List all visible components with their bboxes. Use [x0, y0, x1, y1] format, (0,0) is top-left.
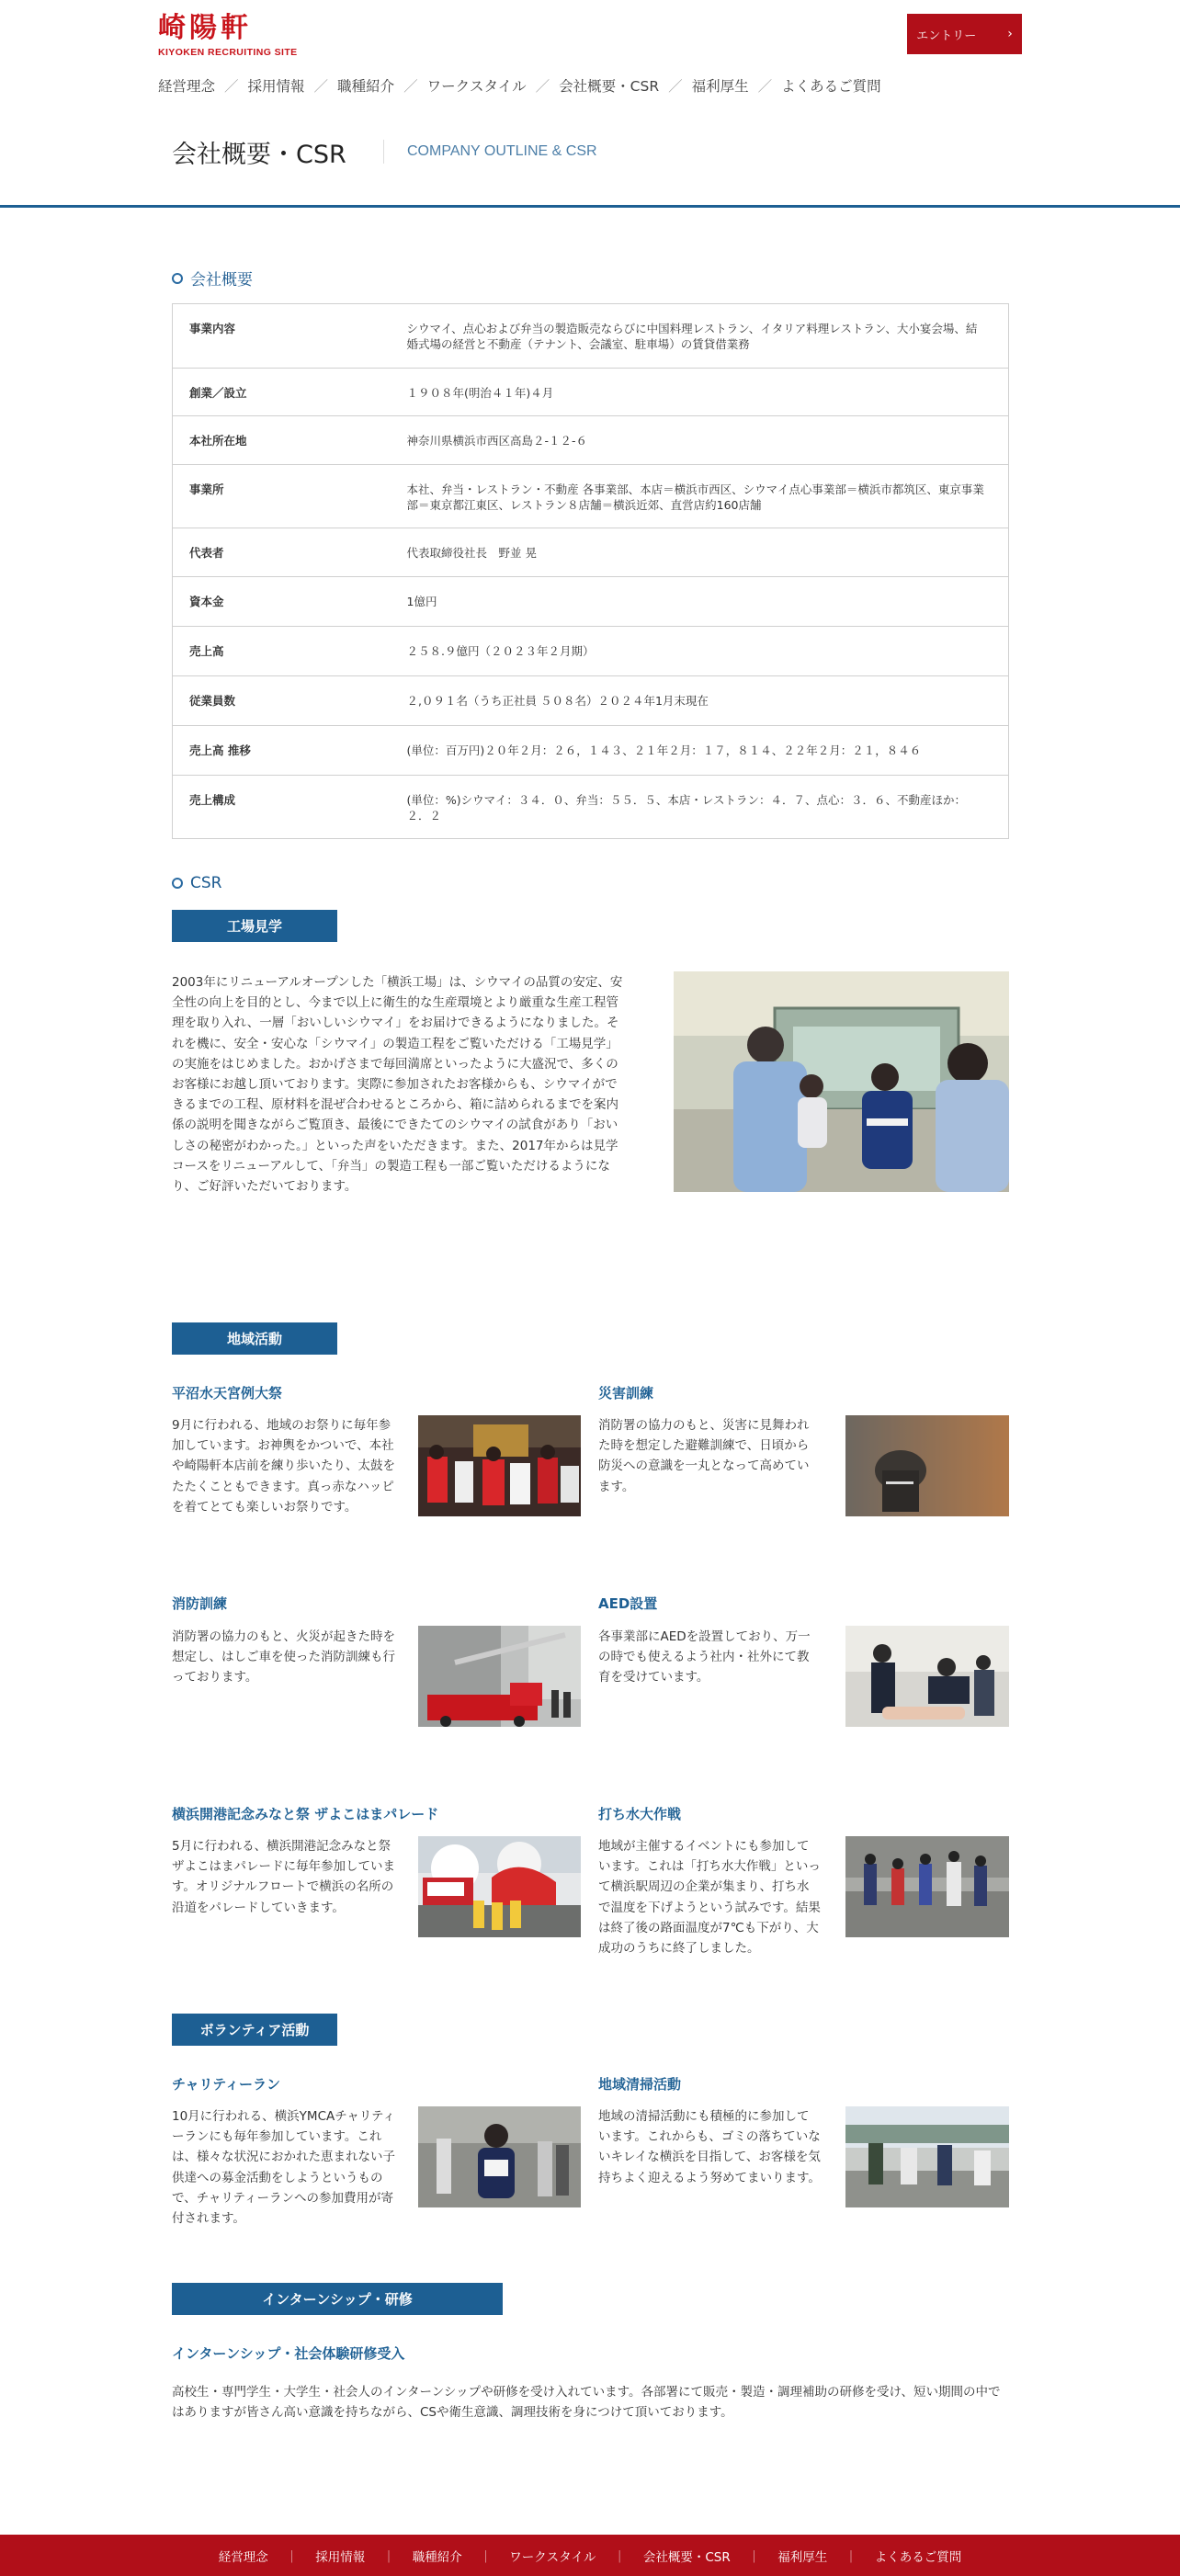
activity-title: 打ち水大作戦 — [598, 1806, 682, 1822]
section-heading-csr — [172, 874, 221, 892]
cleanup-photo — [845, 2106, 1009, 2207]
footer-link-jobs[interactable]: 職種紹介 — [412, 2549, 462, 2565]
footer-link-recruit[interactable]: 採用情報 — [315, 2549, 366, 2565]
circle-bullet-icon — [172, 878, 183, 889]
row-value: ２５８.９億円（２０２３年２月期） — [407, 627, 1009, 676]
badge-internship: インターンシップ・研修 — [172, 2283, 503, 2315]
activity-title: チャリティーラン — [172, 2076, 281, 2093]
row-value: 代表取締役社長 野並 晃 — [407, 528, 1009, 577]
footer-separator: ｜ — [479, 2549, 493, 2565]
chevron-right-icon: › — [1007, 27, 1013, 41]
row-label: 売上高 推移 — [173, 726, 407, 776]
nav-separator: ／ — [224, 78, 239, 95]
row-label: 売上高 — [173, 627, 407, 676]
table-row — [173, 369, 1009, 416]
festival-photo — [418, 1415, 581, 1516]
footer-link-faq[interactable]: よくあるご質問 — [874, 2549, 962, 2565]
badge-community-activities: 地域活動 — [172, 1322, 337, 1355]
entry-label: エントリー — [916, 28, 977, 43]
section-heading-company — [172, 267, 253, 289]
logo-kanji: 崎陽軒 — [158, 12, 252, 44]
factory-tour-photo — [674, 971, 1009, 1192]
disaster-drill-photo — [845, 1415, 1009, 1516]
activity-title: AED設置 — [598, 1595, 658, 1612]
footer-separator: ｜ — [747, 2549, 761, 2565]
footer-separator: ｜ — [285, 2549, 299, 2565]
row-value: シウマイ、点心および弁当の製造販売ならびに中国料理レストラン、イタリア料理レストラン、大小宴会場、結婚式場の経営と不動産（テナント、会議室、駐車場）の賃貸借業務 — [407, 304, 1009, 369]
table-row — [173, 726, 1009, 776]
nav-separator: ／ — [757, 78, 773, 95]
internship-text: 高校生・専門学生・大学生・社会人のインターンシップや研修を受け入れています。各部署にて販売・製造・調理補助の研修を受け、短い期間の中ではありますが皆さん高い意識を持ちながら、CSや衛生意識、調理技術を身につけて頂いております。 — [172, 2385, 1001, 2421]
row-value: (単位：%)シウマイ：３４．０、弁当：５５．５、本店・レストラン：４．７、点心：３．６、不動産ほか：２．２ — [407, 776, 1009, 839]
section-heading-text: CSR — [190, 874, 222, 892]
global-nav — [158, 75, 881, 96]
activity-text: 9月に行われる、地域のお祭りに毎年参加しています。お神輿をかついで、本社や崎陽軒本店前を練り歩いたり、太鼓をたたくこともできます。真っ赤なハッピを着てとても楽しいお祭りです。 — [172, 1418, 395, 1515]
charity-run-photo — [418, 2106, 581, 2207]
footer-nav — [0, 2535, 1180, 2576]
row-label: 事業内容 — [173, 304, 407, 369]
activity-text: 5月に行われる、横浜開港記念みなと祭ザよこはまパレードに毎年参加しています。オリジナルフロートで横浜の名所の沿道をパレードしていきます。 — [172, 1839, 395, 1915]
internship-title: インターンシップ・社会体験研修受入 — [172, 2345, 405, 2362]
site-logo[interactable] — [158, 13, 298, 58]
header-rule — [0, 205, 1180, 208]
footer-separator: ｜ — [382, 2549, 395, 2565]
activity-text: 消防署の協力のもと、火災が起きた時を想定し、はしご車を使った消防訓練も行っております。 — [172, 1629, 395, 1685]
row-value: １９０８年(明治４１年)４月 — [407, 369, 1009, 416]
nav-separator: ／ — [403, 78, 418, 95]
row-value: ２,０９１名（うち正社員 ５０８名）２０２４年1月末現在 — [407, 676, 1009, 726]
activity-text: 地域の清掃活動にも積極的に参加しています。これからも、ゴミの落ちていないキレイな横浜を目指して、お客様を気持ちよく迎えるよう努めてまいります。 — [598, 2109, 821, 2185]
activity-title: 消防訓練 — [172, 1595, 228, 1612]
nav-item-welfare[interactable]: 福利厚生 — [691, 78, 749, 95]
nav-item-faq[interactable]: よくあるご質問 — [781, 78, 881, 95]
table-row — [173, 416, 1009, 465]
row-label: 創業／設立 — [173, 369, 407, 416]
row-label: 代表者 — [173, 528, 407, 577]
nav-separator: ／ — [535, 78, 550, 95]
nav-separator: ／ — [668, 78, 683, 95]
water-sprinkling-photo — [845, 1836, 1009, 1937]
nav-item-recruit[interactable]: 採用情報 — [247, 78, 305, 95]
footer-separator: ｜ — [613, 2549, 626, 2565]
page-title: 会社概要・CSR — [172, 141, 346, 169]
row-value: 本社、弁当・レストラン・不動産 各事業部、本店＝横浜市西区、シウマイ点心事業部＝横浜市都筑区、東京事業部＝東京都江東区、レストラン８店舗＝横浜近郊、直営店約160店舗 — [407, 465, 1009, 528]
table-row — [173, 776, 1009, 839]
table-row — [173, 528, 1009, 577]
footer-link-company-csr[interactable]: 会社概要・CSR — [642, 2549, 731, 2565]
entry-button[interactable] — [907, 14, 1022, 54]
row-label: 資本金 — [173, 577, 407, 627]
page-subtitle: COMPANY OUTLINE & CSR — [407, 143, 597, 159]
nav-item-jobs[interactable]: 職種紹介 — [337, 78, 395, 95]
parade-photo — [418, 1836, 581, 1937]
table-row — [173, 304, 1009, 369]
fire-drill-photo — [418, 1626, 581, 1727]
footer-link-workstyle[interactable]: ワークスタイル — [509, 2549, 596, 2565]
factory-tour-text: 2003年にリニューアルオープンした「横浜工場」は、シウマイの品質の安定、安全性の向上を目的とし、今まで以上に衛生的な生産環境とより厳重な生産工程管理を取り入れ、一層「おいしいシウマイ」をお届けできるようになりました。それを機に、安全・安心な「シウマイ」の製造工程をご覧いただける「工場見学」の実施をはじめました。おかげさまで毎回満席といったように大盛況で、多くのお客様にお越し頂いております。実際に参加されたお客様からも、シウマイができるまでの工程、原材料を混ぜ合わせるところから、箱に詰められるまでを案内係の説明を聞きながらご覧頂き、最後にできたてのシウマイの試食があり「おいしさの秘密がわかった。」といった声をいただきます。また、2017年からは見学コースをリニューアルして、「弁当」の製造工程も一部ご覧いただけるようになり、ご好評いただいております。 — [172, 975, 623, 1195]
activity-title: 横浜開港記念みなと祭 ザよこはまパレード — [172, 1806, 439, 1822]
activity-title: 地域清掃活動 — [598, 2076, 682, 2093]
activity-text: 地域が主催するイベントにも参加しています。これは「打ち水大作戦」といって横浜駅周辺の企業が集まり、打ち水で温度を下げようという試みです。結果は終了後の路面温度が7℃も下がり、大成功のうちに終了しました。 — [598, 1839, 821, 1957]
row-label: 従業員数 — [173, 676, 407, 726]
nav-item-philosophy[interactable]: 経営理念 — [158, 78, 216, 95]
table-row — [173, 627, 1009, 676]
logo-subtitle: KIYOKEN RECRUITING SITE — [158, 47, 298, 58]
activity-text: 10月に行われる、横浜YMCAチャリティーランにも毎年参加しています。これは、様々な状況におかれた恵まれない子供達への募金活動をしようというもので、チャリティーランへの参加費用が寄付されます。 — [172, 2109, 395, 2227]
activity-text: 各事業部にAEDを設置しており、万一の時でも使えるよう社内・社外にて教育を受けています。 — [598, 1629, 811, 1685]
table-row — [173, 577, 1009, 627]
nav-item-workstyle[interactable]: ワークスタイル — [426, 78, 527, 95]
footer-separator: ｜ — [845, 2549, 857, 2565]
row-label: 本社所在地 — [173, 416, 407, 465]
activity-text: 消防署の協力のもと、災害に見舞われた時を想定した避難訓練で、日頃から防災への意識を一丸となって高めています。 — [598, 1418, 810, 1494]
row-label: 事業所 — [173, 465, 407, 528]
table-row — [173, 465, 1009, 528]
footer-link-philosophy[interactable]: 経営理念 — [218, 2549, 268, 2565]
title-divider — [383, 140, 384, 164]
row-value: 神奈川県横浜市西区高島２-１２-６ — [407, 416, 1009, 465]
nav-separator: ／ — [313, 78, 329, 95]
badge-volunteer-activities: ボランティア活動 — [172, 2014, 337, 2046]
section-heading-text: 会社概要 — [190, 271, 253, 289]
row-label: 売上構成 — [173, 776, 407, 839]
nav-item-company-csr[interactable]: 会社概要・CSR — [559, 78, 660, 95]
activity-title: 災害訓練 — [598, 1385, 654, 1401]
row-value: 1億円 — [407, 577, 1009, 627]
aed-training-photo — [845, 1626, 1009, 1727]
company-table — [172, 303, 1009, 839]
circle-bullet-icon — [172, 273, 183, 284]
footer-link-welfare[interactable]: 福利厚生 — [777, 2549, 828, 2565]
badge-factory-tour: 工場見学 — [172, 910, 337, 942]
activity-title: 平沼水天宮例大祭 — [172, 1385, 283, 1401]
row-value: (単位：百万円)２０年２月：２６，１４３、２１年２月：１７，８１４、２２年２月：２１，８４６ — [407, 726, 1009, 776]
table-row — [173, 676, 1009, 726]
